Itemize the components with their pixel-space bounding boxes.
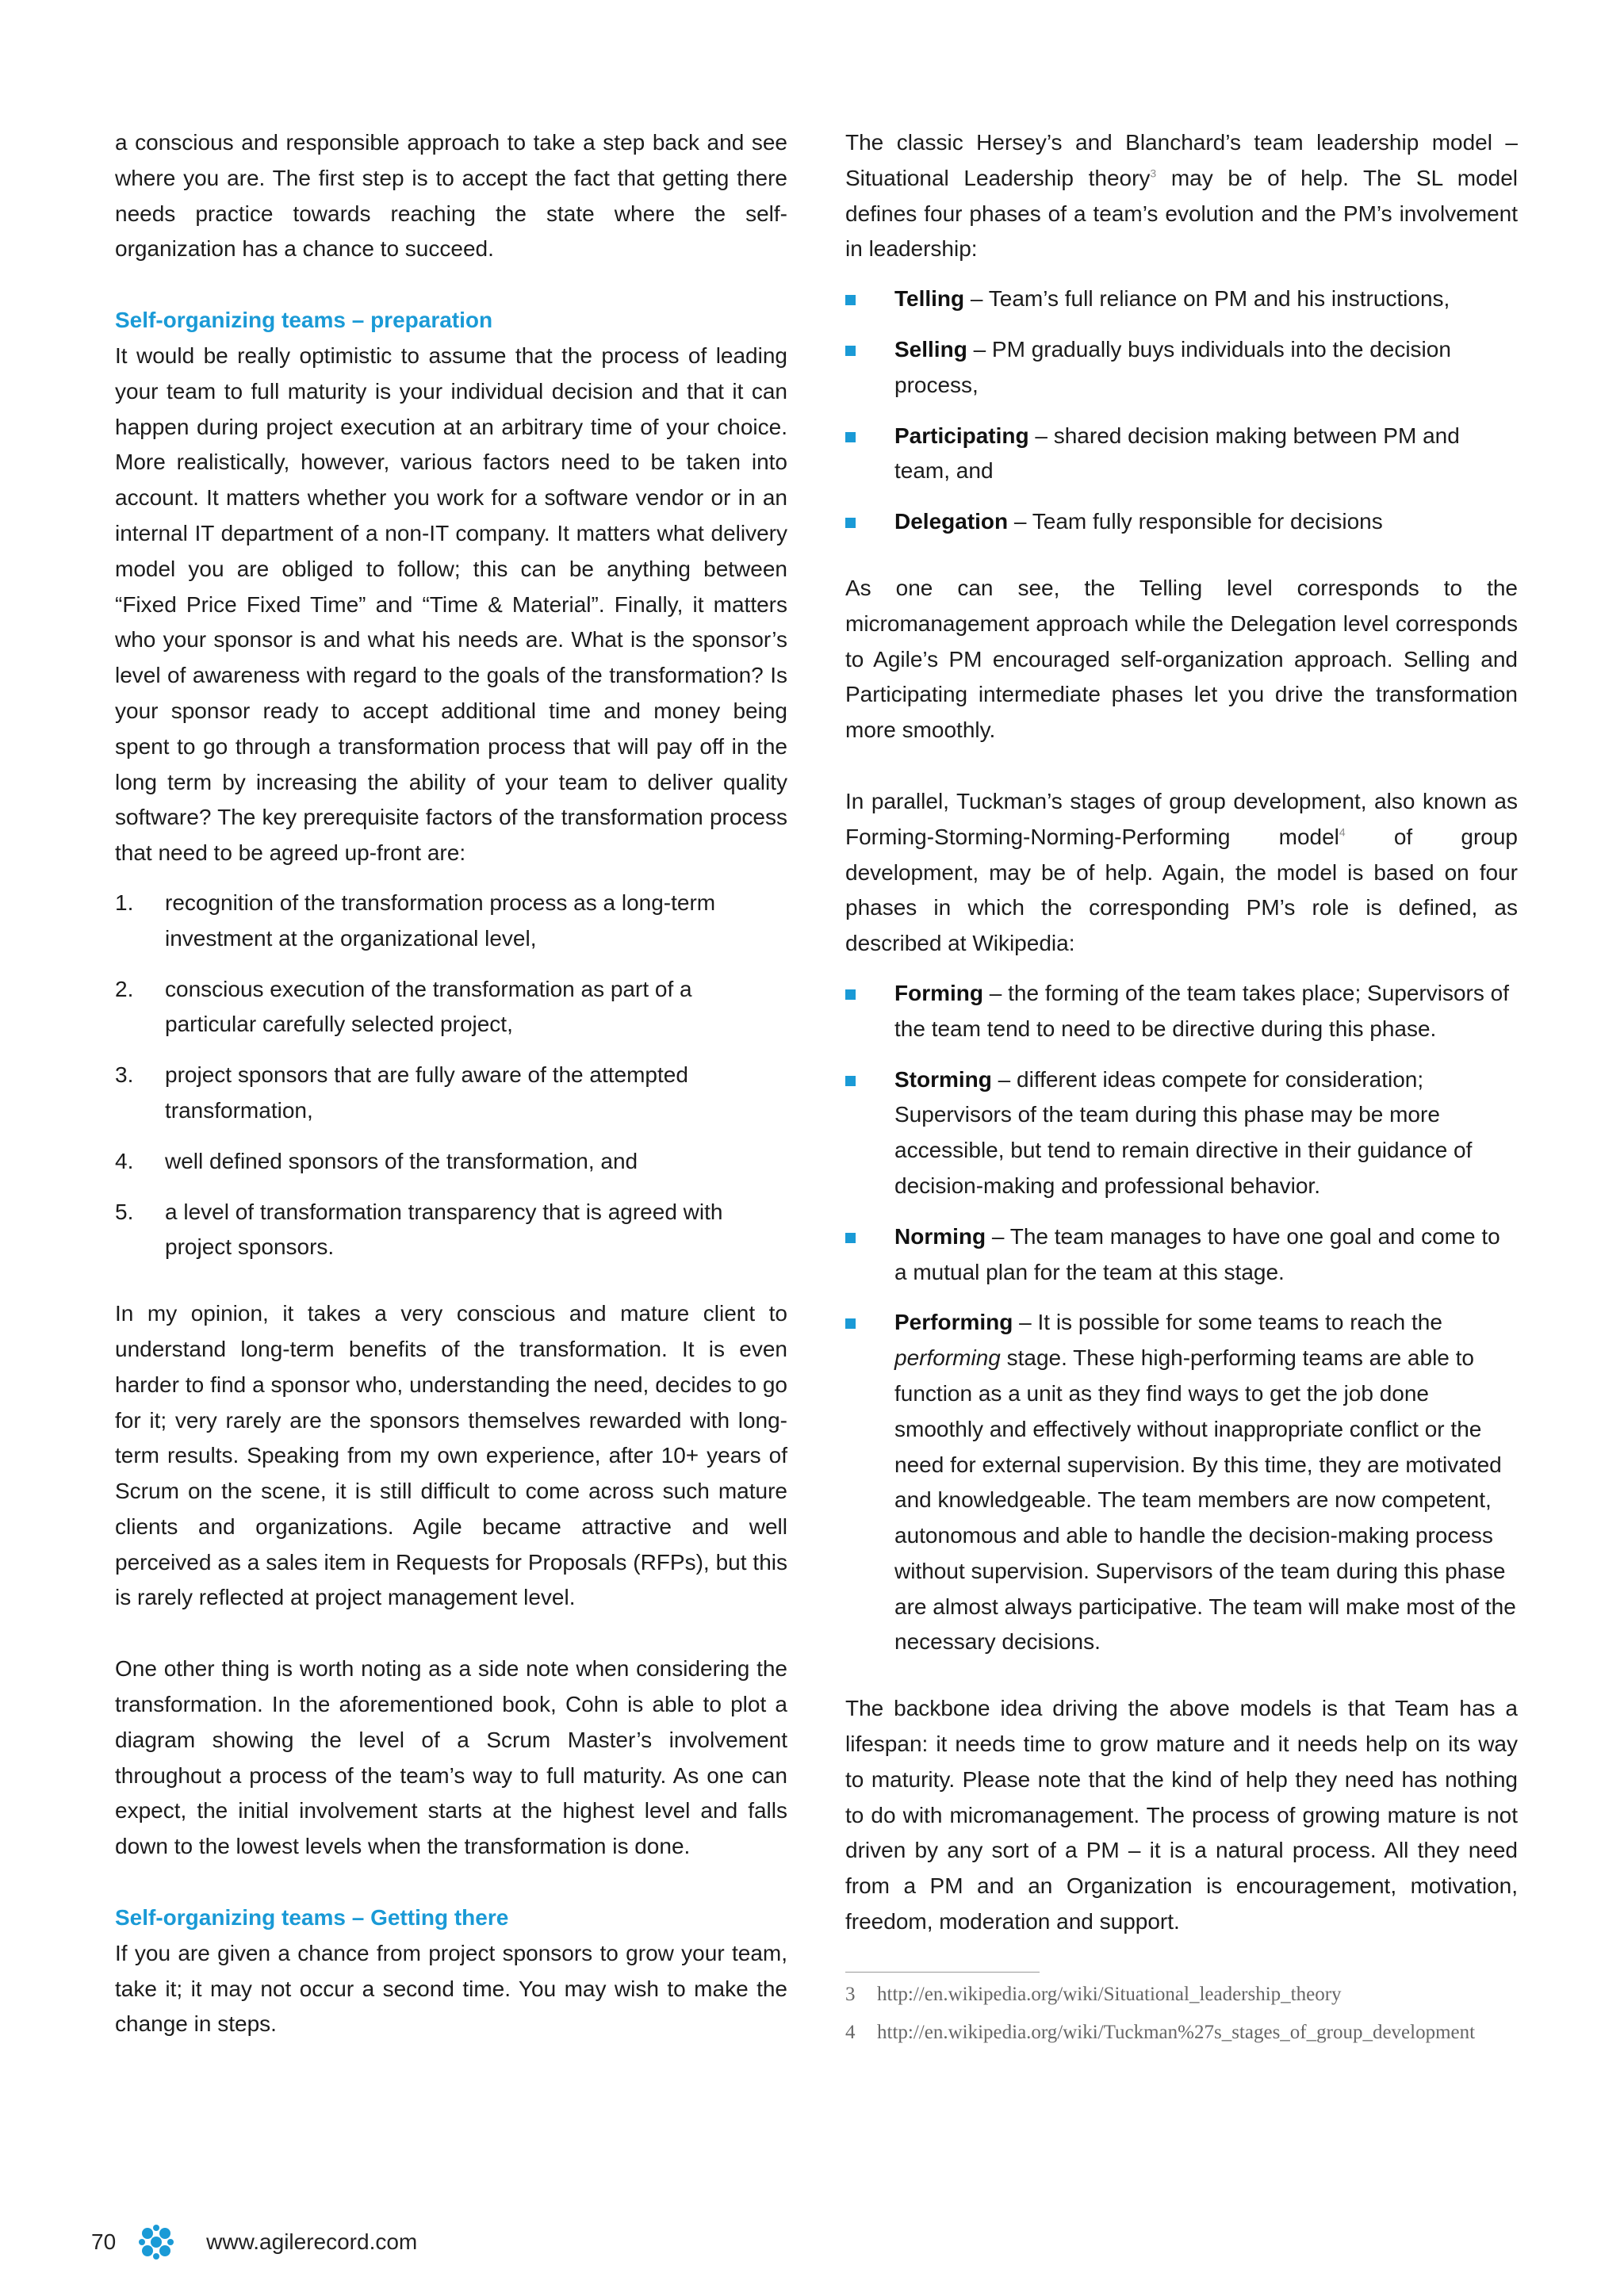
agile-record-logo-icon: [138, 2224, 174, 2260]
list-item: Storming – different ideas compete for consideration; Supervisors of the team during this phase may be more accessible, but tend to remain directive in their guidance of decision-making and professional behavior.: [845, 1062, 1518, 1204]
square-bullet-icon: [845, 419, 894, 490]
website-url: www.agilerecord.com: [206, 2229, 418, 2254]
section-heading-getting-there: Self-organizing teams – Getting there: [115, 1905, 509, 1931]
left-column: [115, 125, 787, 2042]
right-column: [845, 125, 1518, 2058]
list-item: Selling – PM gradually buys individuals into the decision process,: [845, 332, 1518, 404]
list-item: Participating – shared decision making between PM and team, and: [845, 419, 1518, 490]
paragraph: As one can see, the Telling level corresponds to the micromanagement approach while the Delegation level corresponds to Agile’s PM encouraged self-organization approach. Selling and Participating intermediate phases let you drive the transformation more smoothly.: [845, 575, 1518, 743]
page-footer: [91, 2224, 417, 2260]
list-text: project sponsors that are fully aware of the attempted transformation,: [165, 1062, 688, 1123]
paragraph: The backbone idea driving the above models is that Team has a lifespan: it needs time to grow mature and it needs help on its way to maturity. Please note that the kind of help they need has nothing to do with micromanagement. The process of growing mature is not driven by any sort of a PM – it is a natural process. All they need from a PM and an Organization is encouragement, motivation, freedom, moderation and support.: [845, 1696, 1518, 1934]
tuckman-stages-list: [845, 976, 1518, 1660]
list-item: Norming – The team manages to have one goal and come to a mutual plan for the team at this stage.: [845, 1219, 1518, 1291]
section-heading-preparation: Self-organizing teams – preparation: [115, 308, 493, 333]
list-item: [115, 1195, 787, 1266]
prerequisites-list: [115, 886, 787, 1265]
footnote-url: http://en.wikipedia.org/wiki/Situational_leadership_theory: [877, 1983, 1342, 2005]
paragraph: One other thing is worth noting as a side note when considering the transformation. In the aforementioned book, Cohn is able to plot a diagram showing the level of a Scrum Master’s involvement throughout a process of the team’s way to full maturity. As one can expect, the initial involvement starts at the highest level and falls down to the lowest levels when the transformation is done.: [115, 1656, 787, 1859]
list-item: [115, 1058, 787, 1129]
list-term: Selling: [894, 336, 967, 362]
paragraph: a conscious and responsible approach to take a step back and see where you are. The first step is to accept the fact that getting there needs practice towards reaching the state where the self-organization has a chance to succeed.: [115, 130, 787, 262]
square-bullet-icon: [845, 1305, 894, 1660]
list-item: Performing – It is possible for some teams to reach the performing stage. These high-performing teams are able to function as a unit as they find ways to get the job done smoothly and effectively without inappropriate conflict or the need for external supervision. By this time, they are motivated and knowledgeable. The team members are now competent, autonomous and able to handle the decision-making process without supervision. Supervisors of the team during this phase are almost always participative. The team will make most of the necessary decisions.: [845, 1305, 1518, 1660]
list-term: Delegation: [894, 509, 1009, 534]
list-item: [115, 886, 787, 957]
list-term: Forming: [894, 980, 983, 1005]
square-bullet-icon: [845, 332, 894, 404]
list-text: a level of transformation transparency that is agreed with project sponsors.: [165, 1199, 723, 1260]
list-item: [115, 1144, 787, 1180]
situational-leadership-list: [845, 281, 1518, 540]
list-number: 4.: [115, 1148, 134, 1173]
list-term: Storming: [894, 1066, 992, 1092]
list-text: well defined sponsors of the transformation, and: [165, 1148, 638, 1173]
list-item: Delegation – Team fully responsible for decisions: [845, 504, 1518, 540]
footnote-ref: 4: [1339, 825, 1346, 839]
square-bullet-icon: [845, 504, 894, 540]
list-item: [115, 972, 787, 1043]
list-term: Performing: [894, 1310, 1013, 1335]
paragraph: It would be really optimistic to assume that the process of leading your team to full maturity is your individual decision and that it can happen during project execution at an arbitrary time of your choice. More realistically, however, various factors need to be taken into account. It matters whether you work for a software vendor or in an internal IT department of a non-IT company. It matters what delivery model you are obliged to follow; this can be anything between “Fixed Price Fixed Time” and “Time & Material”. Finally, it matters who your sponsor is and what his needs are. What is the sponsor’s level of awareness with regard to the goals of the transformation? Is your sponsor ready to accept additional time and money being spent to go through a transformation process that will pay off in the long term by increasing the ability of your team to deliver quality software? The key prerequisite factors of the transformation process that need to be agreed up-front are:: [115, 342, 787, 866]
list-item: Telling – Team’s full reliance on PM and his instructions,: [845, 281, 1518, 317]
list-term: Norming: [894, 1223, 986, 1249]
list-number: 5.: [115, 1199, 134, 1224]
list-number: 3.: [115, 1062, 134, 1088]
square-bullet-icon: [845, 281, 894, 317]
footnote-url: http://en.wikipedia.org/wiki/Tuckman%27s_stages_of_group_development: [877, 2021, 1476, 2043]
list-term: Participating: [894, 423, 1029, 448]
footnote: 3 http://en.wikipedia.org/wiki/Situational_leadership_theory: [845, 1983, 1342, 2005]
square-bullet-icon: [845, 1062, 894, 1204]
square-bullet-icon: [845, 976, 894, 1047]
footnote: 4 http://en.wikipedia.org/wiki/Tuckman%27s_stages_of_group_development: [845, 2021, 1476, 2043]
paragraph: In my opinion, it takes a very conscious and mature client to understand long-term benefits of the transformation. It is even harder to find a sponsor who, understanding the need, decides to go for it; very rarely are the sponsors themselves rewarded with long-term results. Speaking from my own experience, after 10+ years of Scrum on the scene, it is still difficult to come across such mature clients and organizations. Agile became attractive and well perceived as a sales item in Requests for Proposals (RFPs), but this is rarely reflected at project management level.: [115, 1301, 787, 1610]
paragraph: In parallel, Tuckman’s stages of group development, also known as Forming-Storming-Norming-Performing model$^4$ of group development, may be of help. Again, the model is based on four phases in which the corresponding PM’s role is defined, as described at Wikipedia:: [845, 788, 1518, 956]
paragraph: If you are given a chance from project sponsors to grow your team, take it; it may not occur a second time. You may wish to make the change in steps.: [115, 1940, 787, 2037]
list-text: conscious execution of the transformation as part of a particular carefully selected project,: [165, 976, 692, 1037]
paragraph: The classic Hersey’s and Blanchard’s team leadership model – Situational Leadership theory$^3$ may be of help. The SL model defines four phases of a team’s evolution and the PM’s involvement in leadership:: [845, 130, 1518, 262]
list-number: 1.: [115, 890, 134, 915]
page-number: 70: [91, 2229, 117, 2254]
list-text: recognition of the transformation process as a long-term investment at the organizational level,: [165, 890, 716, 951]
square-bullet-icon: [845, 1219, 894, 1291]
list-number: 2.: [115, 976, 134, 1001]
list-term: Telling: [894, 286, 965, 312]
footnote-ref: 3: [1150, 166, 1157, 180]
footnote-divider: [845, 1972, 1040, 1973]
list-item: Forming – the forming of the team takes place; Supervisors of the team tend to need to be directive during this phase.: [845, 976, 1518, 1047]
